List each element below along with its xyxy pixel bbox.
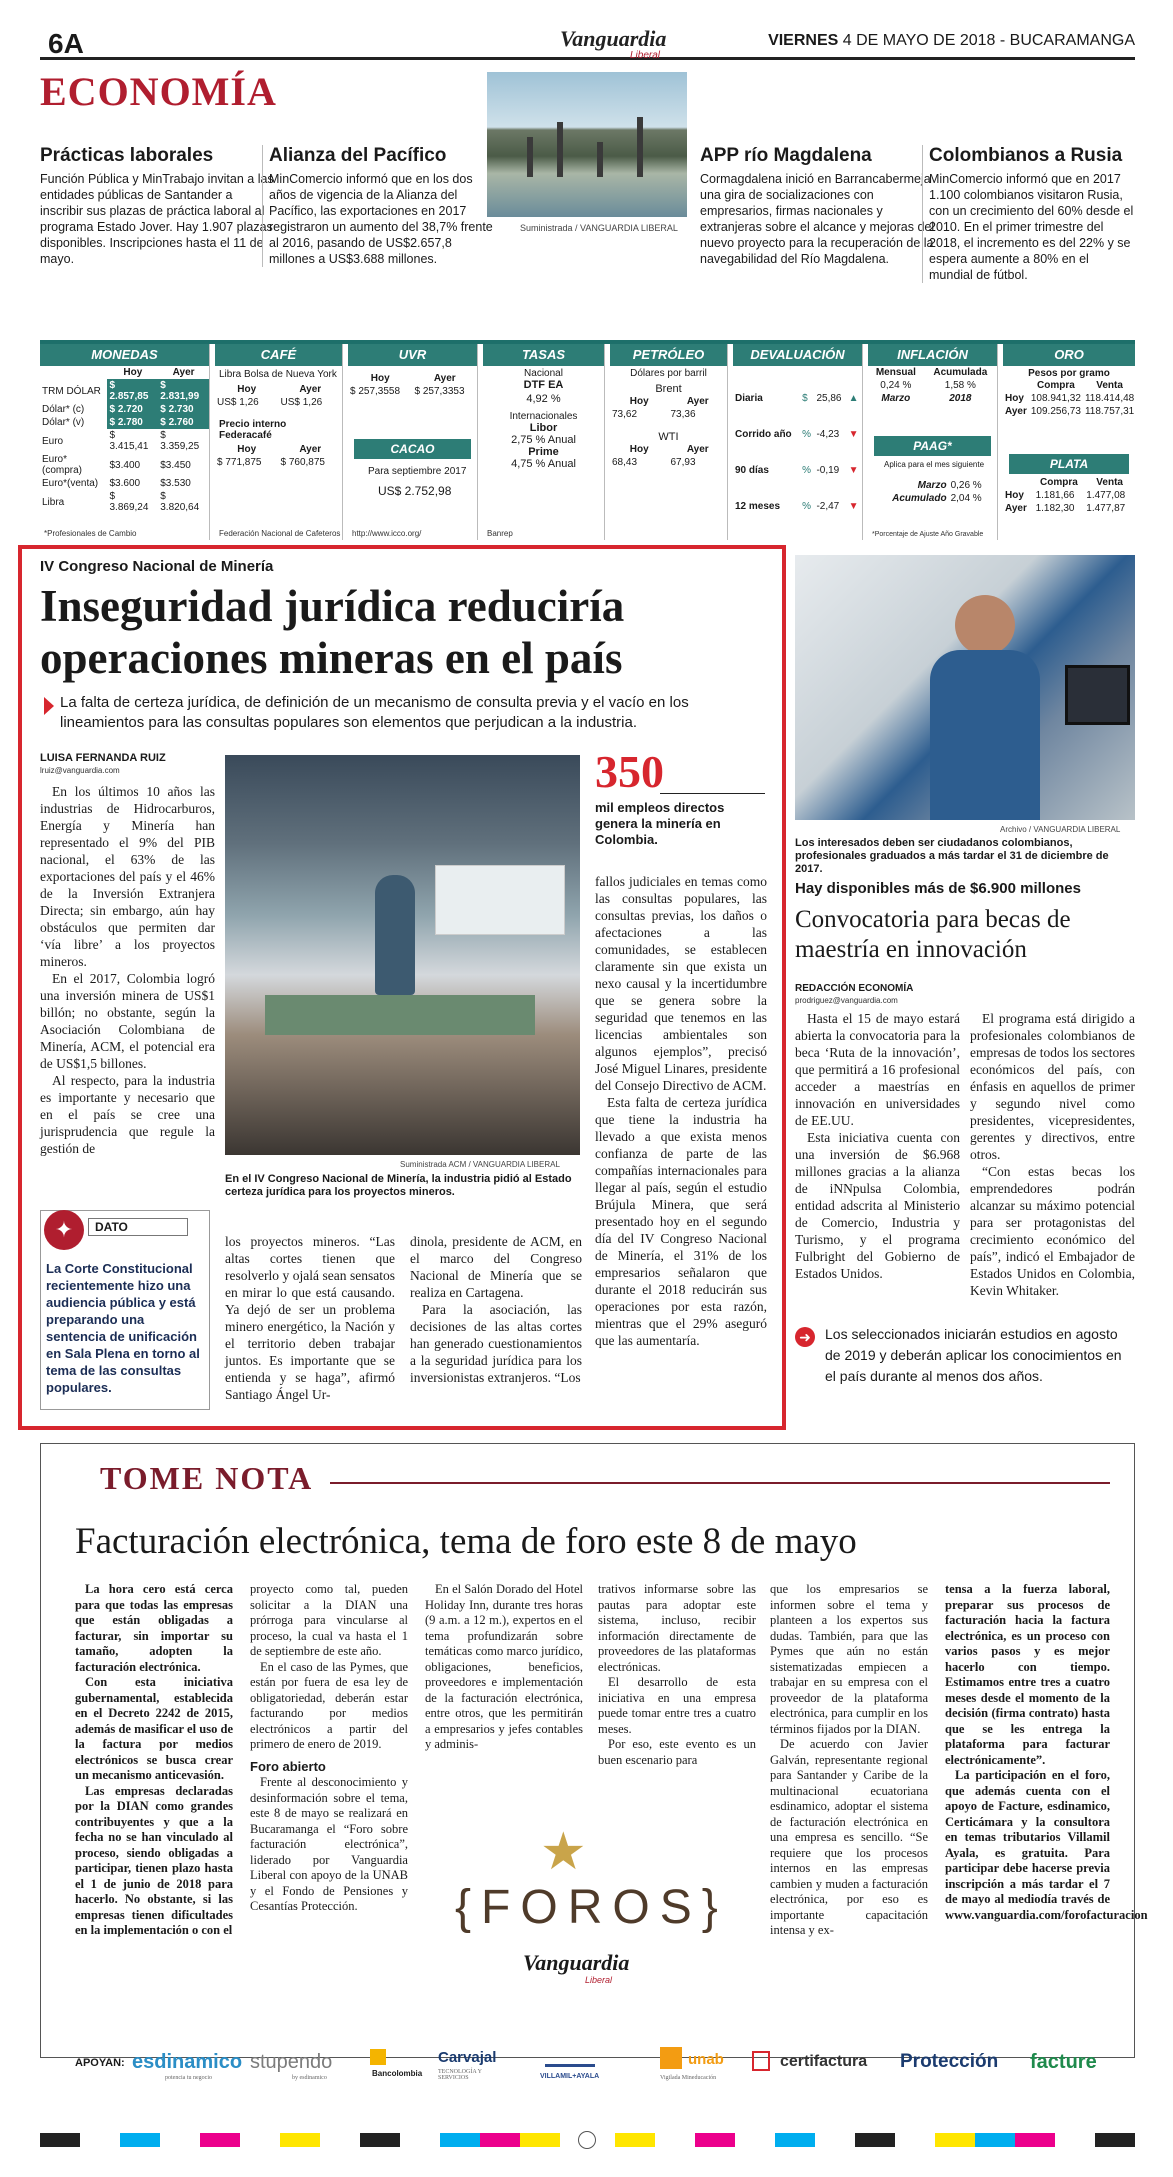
cafe-box: CAFÉ Libra Bolsa de Nueva York Hoy Ayer US$ 1,26 US$ 1,26 Precio interno Federacafé Hoy Ayer $ 771,875 $ 760,875 Federación Nacional de Cafeteros — [215, 344, 343, 540]
market-indicators — [40, 340, 1135, 540]
sponsor-stupendo: stupendo — [250, 2051, 333, 2073]
sponsor-unab: unab — [688, 2051, 724, 2068]
tome-column-3: En el Salón Dorado del Hotel Holiday Inn, durante tres horas (9 a.m. a 12 m.), expertos en el tema profundizarán sobre temáticas como marco jurídico, obligaciones, beneficios, proveedores e implementación de la facturación electrónica, entre otros, que les permitirán a empresarios y jefes contables y adminis- — [425, 1582, 583, 1751]
color-bar-right — [615, 2133, 1135, 2147]
uvr-box: UVR Hoy Ayer $ 257,3558 $ 257,3353 CACAO Para septiembre 2017 US$ 2.752,98 http://www.icco.org/ — [348, 344, 478, 540]
info-icon: ✦ — [44, 1210, 84, 1250]
tome-column-6: tensa a la fuerza laboral, preparar sus procesos de facturación hacia la factura electrónica, es un proceso con varios pasos y es mejor hacerlo con tiempo. Estimamos entre tres a cuatro meses desde el momento de la decisión (firma contrato) hasta que se les entrega la plataforma para facturar electrónicamente”. La participación en el foro, que además cuenta con el apoyo de Facture, esdinamico, Certicámara y la consultora en temas tributarios Villamil Ayala, es gratuita. Para participar debe hacerse previa inscripción a más tardar el 7 de mayo al mediodía través de www.vanguardia.com/forofacturacion — [945, 1582, 1148, 1922]
office-photo — [795, 555, 1135, 820]
foros-logo: Vanguardia — [523, 1950, 630, 1975]
brief-alianza — [262, 145, 498, 267]
sponsor-facture: facture — [1030, 2051, 1097, 2073]
stat-text: mil empleos directos genera la minería en Colombia. — [595, 800, 725, 847]
brief-title: APP río Magdalena — [700, 145, 872, 166]
side-headline: Convocatoria para becas de maestría en innovación — [795, 906, 1071, 963]
dateline-weekday: VIERNES — [768, 32, 839, 49]
color-bar-left — [40, 2133, 560, 2147]
side-column-2: El programa está dirigido a profesionales colombianos de empresas de todos los sectores económicos del país, con énfasis en aquellos de primer y segundo nivel como presidentes, vicepresidentes, gerentes y directivos, entre otros. “Con estas becas los emprendedores podrán alcanzar su máximo potencial para ser protagonistas del crecimiento económico del país”, indicó el Embajador de Estados Unidos en Colombia, Kevin Whitaker. — [970, 1011, 1135, 1298]
brief-text: Cormagdalena inició en Barrancabermeja una gira de socializaciones con empresarios, firmas nacionales y extranjeras sobre el alcance y mejoras del nuevo proyecto para la recuperación de la navegabilidad del Río Magdalena. — [700, 172, 935, 266]
inflacion-box: INFLACIÓN Mensual Acumulada 0,24 % 1,58 % Marzo 2018 PAAG* Aplica para el mes siguiente Marzo 0,26 % Acumulado 2,04 % *Porcentaje de Ajuste Año Gravable — [868, 344, 998, 540]
dato-label: DATO — [88, 1218, 188, 1236]
article-kicker: IV Congreso Nacional de Minería — [40, 558, 274, 575]
tome-column-5: que los empresarios se informen sobre el tema y planteen a los expertos sus dudas. También, para que las Pymes que aún no están sistematizadas empiecen a trabajar en su empresa con el proveedor de la plataforma electrónica, para cumplir en los términos fijados por la DIAN. De acuerdo con Javier Galván, representante regional para Santander y Caribe de la multinacional ecuatoriana esdinamico, adoptar el sistema de facturación electrónica en una empresa es sencillo. “Se requiere que los procesos internos en las empresas cambien y muden a facturación electrónica, por eso es importante capacitación intensa y ex- — [770, 1582, 928, 1937]
brief-title: Prácticas laborales — [40, 145, 214, 166]
brief-text: MinComercio informó que en 2017 1.100 colombianos visitaron Rusia, con un crecimiento del 60% desde el 2010. En el primer trimestre del 2018, el incremento es del 22% y se espera aumente a 80% en el mundial de fútbol. — [929, 172, 1134, 282]
devaluacion-box: DEVALUACIÓN Diaria $ 25,86 ▲ Corrido año % -4,23 ▼ 90 días % -0,19 ▼ 12 meses % -2,47 ▼ — [733, 344, 863, 540]
brief-app — [700, 145, 936, 267]
monedas-note: *Profesionales de Cambio — [44, 529, 137, 538]
photo-credit: Suministrada / VANGUARDIA LIBERAL — [520, 223, 678, 233]
page-number: 6A — [48, 28, 84, 59]
article-column-2b: los proyectos mineros. “Las altas cortes tienen que resolverlo y ojalá sean sensatos en mirar lo que está causando. Ya dejó de ser un problema minero energético, la Nación y el territorio deben trabajar juntos. Es importante que se entienda y se haga”, afirmó Santiago Ángel Ur- — [225, 1234, 395, 1402]
brief-title: Colombianos a Rusia — [929, 145, 1123, 166]
photo-caption: En el IV Congreso Nacional de Minería, la industria pidió al Estado certeza jurídica para los proyectos mineros. — [225, 1173, 572, 1198]
tome-nota-rule — [330, 1482, 1110, 1484]
photo-credit: Suministrada ACM / VANGUARDIA LIBERAL — [400, 1160, 560, 1169]
brief-rusia — [922, 145, 1135, 283]
page-header — [40, 22, 1135, 60]
article-column-2c: dinola, presidente de ACM, en el marco del Congreso Nacional de Minería que se realiza en Cartagena. Para la asociación, las decisiones de las altas cortes han generado cuestionamientos a la seguridad jurídica para los inversionistas extranjeros. “Los — [410, 1234, 582, 1385]
sponsor-villamil: VILLAMIL+AYALA — [540, 2073, 600, 2080]
section-title: ECONOMÍA — [40, 69, 277, 114]
sponsor-proteccion: Protección — [900, 2051, 999, 2072]
sponsors-label: APOYAN: — [75, 2057, 125, 2069]
oro-box: ORO Pesos por gramo Compra Venta Hoy 108.941,32 118.414,48 Ayer 109.256,73 118.757,31 PLATA Compra Venta Hoy 1.181,66 1.477,08 Ayer 1.182,30 1.477,87 — [1003, 344, 1135, 540]
article-column-3: fallos judiciales en temas como las consultas populares, las consultas previas, los daños o afectaciones a las comunidades, se establecen claramente sin que exista un nexo causal y la incertidumbre que se genera sobre la seguridad que tenemos en las licencias ambientales son algunos ejemplos”, precisó José Miguel Linares, presidente del Consejo Directivo de ACM. Esta falta de certeza jurídica que tiene la industria ha llevado a que exista menos confianza de parte de las compañías internacionales para llegar al país, según el estudio Brújula Minera, que será presentado hoy en el segundo día del IV Congreso Nacional de Minería, el 31% de los empresarios señalaron que durante el 2018 reducirán sus operaciones por esta razón, mientras que el 29% aseguró que las aumentaría. — [595, 874, 767, 1348]
star-icon: ★ — [540, 1822, 587, 1882]
foros-logo-sub: Liberal — [585, 1975, 613, 1985]
side-column-1: Hasta el 15 de mayo estará abierta la convocatoria para la beca ‘Ruta de la innovación’, que permitirá a 16 profesional acceder a maestrías en innovación en universidades de EE.UU. Esta iniciativa cuenta con una inversión de $6.968 millones gracias a la alianza de iNNpulsa Colombia, entidad adscrita al Ministerio de Comercio, Industria y Turismo, y el programa Fulbright del Gobierno de Estados Unidos. — [795, 1011, 960, 1281]
monedas-title: MONEDAS — [40, 344, 209, 366]
arrow-right-icon: ➜ — [795, 1327, 815, 1347]
dateline-date: 4 DE MAYO DE 2018 - BUCARAMANGA — [842, 32, 1135, 49]
tome-nota-title: TOME NOTA — [100, 1460, 314, 1496]
sponsor-bancolombia: Bancolombia — [372, 2069, 423, 2078]
tome-headline: Facturación electrónica, tema de foro este 8 de mayo — [75, 1521, 857, 1562]
dato-text: La Corte Constitucional recientemente hizo una audiencia pública y está preparando una sentencia de unificación en Sala Plena en torno al tema de las consultas populares. — [46, 1261, 200, 1395]
monedas-box — [40, 344, 210, 540]
side-author: REDACCIÓN ECONOMÍA — [795, 983, 914, 994]
photo-caption: Los interesados deben ser ciudadanos colombianos, profesionales graduados a más tardar el 31 de diciembre de 2017. — [795, 837, 1109, 875]
side-kicker: Hay disponibles más de $6.900 millones — [795, 880, 1081, 897]
stat-number: 350 — [595, 746, 664, 797]
tome-column-4: trativos informarse sobre las pautas para adoptar este sistema, incluso, recibir información directamente de proveedores de las plataformas electrónicas. El desarrollo de esta iniciativa en una empresa puede tomar entre tres a cuatro meses. Por eso, este evento es un buen escenario para — [598, 1582, 756, 1767]
brief-text: MinComercio informó que en los dos años de vigencia de la Alianza del Pacífico, las exportaciones en 2017 registraron un aumento del 38,7% frente al 2016, pasando de US$2.657,8 millones a US$3.688 millones. — [269, 172, 493, 266]
congress-photo — [225, 755, 580, 1155]
foros-wordmark: {FOROS} — [455, 1881, 728, 1934]
article-author-email: lruiz@vanguardia.com — [40, 766, 120, 775]
photo-credit: Archivo / VANGUARDIA LIBERAL — [1000, 825, 1121, 834]
brief-title: Alianza del Pacífico — [269, 145, 447, 166]
sponsor-certifactura: certifactura — [780, 2053, 868, 2070]
sponsor-carvajal: Carvajal — [438, 2049, 497, 2066]
tome-column-2: proyecto como tal, pueden solicitar a la DIAN una prórroga para vincularse al proceso, la cual va hasta el 1 de septiembre de este año. En el caso de las Pymes, que están por fuera de esa ley de obligatoriedad, deberán estar facturando por medios electrónicos a partir del primero de enero de 2019. Foro abierto Frente al desconocimiento y desinformación sobre el tema, este 8 de mayo se realizará en Bucaramanga el “Foro sobre facturación electrónica”, liderado por Vanguardia Liberal con apoyo de la UNAB y el Fondo de Pensiones y Cesantías Protección. — [250, 1582, 408, 1913]
tasas-box: TASAS Nacional DTF EA 4,92 % Internacionales Libor 2,75 % Anual Prime 4,75 % Anual Banrep — [483, 344, 605, 540]
refinery-photo — [487, 72, 687, 217]
stat-divider — [660, 793, 765, 794]
brief-text: Función Pública y MinTrabajo invitan a las entidades públicas de Santander a inscribir sus plazas de práctica laboral al programa Estado Jover. Hay 1.907 plazas disponibles. Inscripciones hasta el 11 de mayo. — [40, 172, 274, 266]
petroleo-box: PETRÓLEO Dólares por barril Brent Hoy Ayer 73,62 73,36 WTI Hoy Ayer 68,43 67,93 — [610, 344, 728, 540]
dateline — [768, 32, 1135, 50]
monedas-table: Hoy Ayer TRM DÓLAR $ 2.857,85 $ 2.831,99 Dólar* (c) $ 2.720 $ 2.730 Dólar* (v) $ 2.780 $ 2.760 Euro $ 3.415,41 $ 3.359,25 Euro*(compra) $3.400 $3.450 Euro*(venta) $3.600 $3.530 Libra $ 3.869,24 $ 3.820,64 — [40, 366, 209, 514]
article-column-1: En los últimos 10 años las industrias de Hidrocarburos, Energía y Minería han representado el 9% del PIB nacional, el 63% de las exportaciones del país y el 46% de la Inversión Extranjera Directa; sin embargo, aún hay obstáculos que permiten dar ‘vía libre’ a los proyectos mineros. En el 2017, Colombia logró una inversión minera de US$1 billón; no obstante, según la Asociación Colombiana de Minería, ACM, el potencial era de US$1,5 billones. Al respecto, para la industria es importante y necesario que en el país se cree una jurisprudencia que regule la gestión de — [40, 784, 215, 1156]
masthead-logo-sub: Liberal — [630, 50, 661, 61]
sponsor-esdinamico: esdinamico — [132, 2051, 243, 2073]
article-author: LUISA FERNANDA RUIZ — [40, 752, 166, 764]
tome-column-1: La hora cero está cerca para que todas las empresas que están obligadas a facturar, sin importar su tamaño, adopten la facturación electrónica. Con esta iniciativa gubernamental, establecida en el Decreto 2242 de 2015, además de masificar el uso de la factura por medios electrónicos se busca crear un mecanismo anticevasión. Las empresas declaradas por la DIAN como grandes contribuyentes y que a la fecha no se han vinculado al proceso, siendo obligadas a participar, tienen plazo hasta el 1 de junio de 2018 para hacerlo. No obstante, si las empresas tienen dificultades en la implementación o con el — [75, 1582, 233, 1937]
sponsors-row: APOYAN: esdinamico potencia tu negocio stupendo by esdinamico Bancolombia Carvajal TECNOLOGÍA Y SERVICIOS VILLAMIL+AYALA unab Vigilada Mineducación certifactura Protección facture — [75, 2049, 1097, 2081]
foro-abierto-subhead: Foro abierto — [250, 1758, 326, 1774]
article-headline: Inseguridad jurídica reduciría operaciones mineras en el país — [40, 581, 625, 683]
registration-mark-icon — [578, 2131, 596, 2149]
deck-arrow-icon — [44, 697, 54, 715]
article-deck: La falta de certeza jurídica, de definición de un mecanismo de consulta previa y el vacío en los lineamientos para las consultas populares son elementos que perjudican a la industria. — [60, 694, 689, 731]
masthead-logo: Vanguardia — [560, 26, 667, 51]
side-note: Los seleccionados iniciarán estudios en agosto de 2019 y deberán aplicar los conocimientos en el país durante al menos dos años. — [825, 1326, 1122, 1384]
brief-practicas — [40, 145, 276, 267]
side-author-email: prodriguez@vanguardia.com — [795, 996, 898, 1005]
